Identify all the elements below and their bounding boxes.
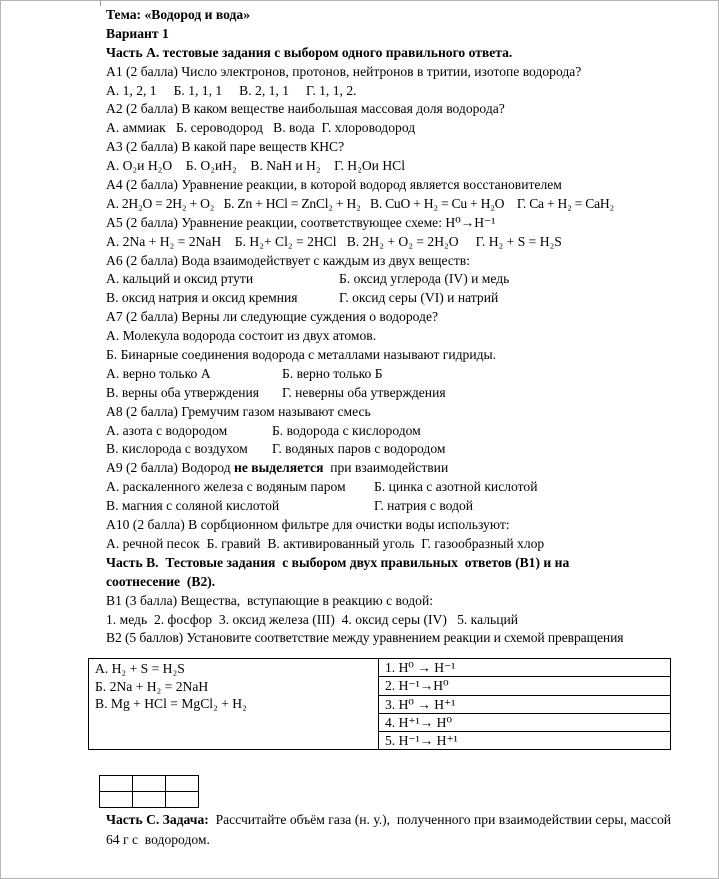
question-b2: В2 (5 баллов) Установите соответствие между уравнением реакции и схемой превращения — [106, 630, 624, 646]
options-a5: А. 2Na + H₂ = 2NaH Б. H₂+ Cl₂ = 2HCl В. 2H₂ + O₂ = 2H₂O Г. H₂ + S = H₂S — [106, 233, 562, 249]
question-a9-end: при взаимодействии — [323, 460, 449, 476]
answer-cell[interactable] — [133, 792, 166, 808]
question-a4: А4 (2 балла) Уравнение реакции, в которой водород является восстановителем — [106, 177, 562, 193]
scheme-3: 3. H⁰ → H⁺¹ — [379, 696, 670, 714]
answer-cell[interactable] — [166, 776, 199, 792]
option-a6-a: А. кальций и оксид ртути — [106, 271, 254, 287]
statement-a7-a: А. Молекула водорода состоит из двух атомов. — [106, 328, 377, 344]
scheme-1: 1. H⁰ → H⁻¹ — [379, 659, 670, 677]
option-a8-d: Г. водяных паров с водородом — [272, 441, 446, 457]
part-b-heading: Часть В. Тестовые задания с выбором двух правильных ответов (В1) и на — [106, 554, 570, 570]
equations-column — [89, 659, 379, 750]
schemes-column — [379, 659, 671, 750]
question-a6: А6 (2 балла) Вода взаимодействует с каждым из двух веществ: — [106, 252, 470, 268]
options-a4: А. 2H₂O = 2H₂ + O₂ Б. Zn + HCl = ZnCl₂ + H₂ В. CuO + H₂ = Cu + H₂O Г. Ca + H₂ = CaH₂ — [106, 195, 614, 211]
question-a8: А8 (2 балла) Гремучим газом называют смесь — [106, 403, 371, 419]
options-a7-row2 — [106, 384, 681, 403]
question-a9 — [106, 459, 681, 478]
question-a1: А1 (2 балла) Число электронов, протонов, нейтронов в тритии, изотопе водорода? — [106, 63, 582, 79]
part-c-label: Часть С. Задача: — [106, 812, 209, 827]
option-a7-d: Г. неверны оба утверждения — [282, 384, 446, 400]
option-a9-a: А. раскаленного железа с водяным паром — [106, 479, 346, 495]
answer-cell[interactable] — [133, 776, 166, 792]
question-a10: А10 (2 балла) В сорбционном фильтре для очистки воды используют: — [106, 517, 510, 533]
option-a8-c: В. кислорода с воздухом — [106, 441, 248, 457]
question-a2: А2 (2 балла) В каком веществе наибольшая массовая доля водорода? — [106, 101, 505, 117]
options-a9-row2 — [106, 497, 681, 516]
worksheet — [106, 6, 681, 648]
options-a7-row1 — [106, 365, 681, 384]
equation-b: Б. 2Na + H₂ = 2NaH — [95, 678, 209, 694]
answer-cell[interactable] — [100, 792, 133, 808]
question-a7: А7 (2 балла) Верны ли следующие суждения о водороде? — [106, 309, 439, 325]
option-a6-c: В. оксид натрия и оксид кремния — [106, 290, 298, 306]
option-a9-d: Г. натрия с водой — [374, 498, 474, 514]
equation-c: В. Mg + HCl = MgCl₂ + H₂ — [95, 696, 247, 711]
answer-grid — [99, 775, 199, 808]
option-a9-b: Б. цинка с азотной кислотой — [374, 479, 538, 495]
options-a8-row2 — [106, 440, 681, 459]
options-a6-row2 — [106, 289, 681, 308]
option-a6-b: Б. оксид углерода (IV) и медь — [339, 271, 510, 287]
equation-a: А. H₂ + S = H₂S — [95, 661, 185, 676]
option-a9-c: В. магния с соляной кислотой — [106, 498, 280, 514]
topic-title: Тема: «Водород и вода» — [106, 7, 251, 22]
scheme-2: 2. H⁻¹→H⁰ — [379, 677, 670, 695]
matching-table — [88, 658, 671, 750]
answer-cell[interactable] — [100, 776, 133, 792]
options-a9-row1 — [106, 478, 681, 497]
options-a3: А. O₂и H₂O Б. O₂иH₂ В. NaH и H₂ Г. H₂Oи HCl — [106, 158, 405, 174]
option-a6-d: Г. оксид серы (VI) и натрий — [339, 290, 499, 306]
scheme-4: 4. H⁺¹→ H⁰ — [379, 714, 670, 732]
question-b1: В1 (3 балла) Вещества, вступающие в реакцию с водой: — [106, 592, 434, 608]
options-b1: 1. медь 2. фосфор 3. оксид железа (III) 4. оксид серы (IV) 5. кальций — [106, 611, 519, 627]
answer-cell[interactable] — [166, 792, 199, 808]
part-c-task — [106, 810, 681, 850]
question-a5: А5 (2 балла) Уравнение реакции, соответствующее схеме: H⁰→H⁻¹ — [106, 214, 496, 230]
statement-a7-b: Б. Бинарные соединения водорода с металлами называют гидриды. — [106, 347, 497, 363]
scheme-5: 5. H⁻¹→ H⁺¹ — [385, 733, 458, 749]
options-a8-row1 — [106, 422, 681, 441]
option-a8-b: Б. водорода с кислородом — [272, 422, 421, 438]
options-a2: А. аммиак Б. сероводород В. вода Г. хлороводород — [106, 120, 416, 136]
question-a3: А3 (2 балла) В какой паре веществ КНС? — [106, 139, 345, 155]
margin-mark — [94, 0, 101, 6]
question-a9-start: А9 (2 балла) Водород — [106, 460, 235, 476]
options-a1: А. 1, 2, 1 Б. 1, 1, 1 В. 2, 1, 1 Г. 1, 1, 2. — [106, 82, 357, 98]
options-a10: А. речной песок Б. гравий В. активированный уголь Г. газообразный хлор — [106, 535, 545, 551]
part-b-heading-cont: соотнесение (В2). — [106, 573, 216, 589]
part-c-text: Рассчитайте объём газа (н. у.), полученного при взаимодействии серы, массой 64 г с водородом. — [106, 812, 678, 847]
option-a7-b: Б. верно только Б — [282, 365, 383, 381]
question-a9-emphasis: не выделяется — [234, 460, 324, 476]
variant-label: Вариант 1 — [106, 25, 169, 41]
part-a-heading: Часть А. тестовые задания с выбором одного правильного ответа. — [106, 44, 513, 60]
option-a8-a: А. азота с водородом — [106, 422, 228, 438]
option-a7-c: В. верны оба утверждения — [106, 384, 260, 400]
options-a6-row1 — [106, 270, 681, 289]
option-a7-a: А. верно только А — [106, 365, 211, 381]
